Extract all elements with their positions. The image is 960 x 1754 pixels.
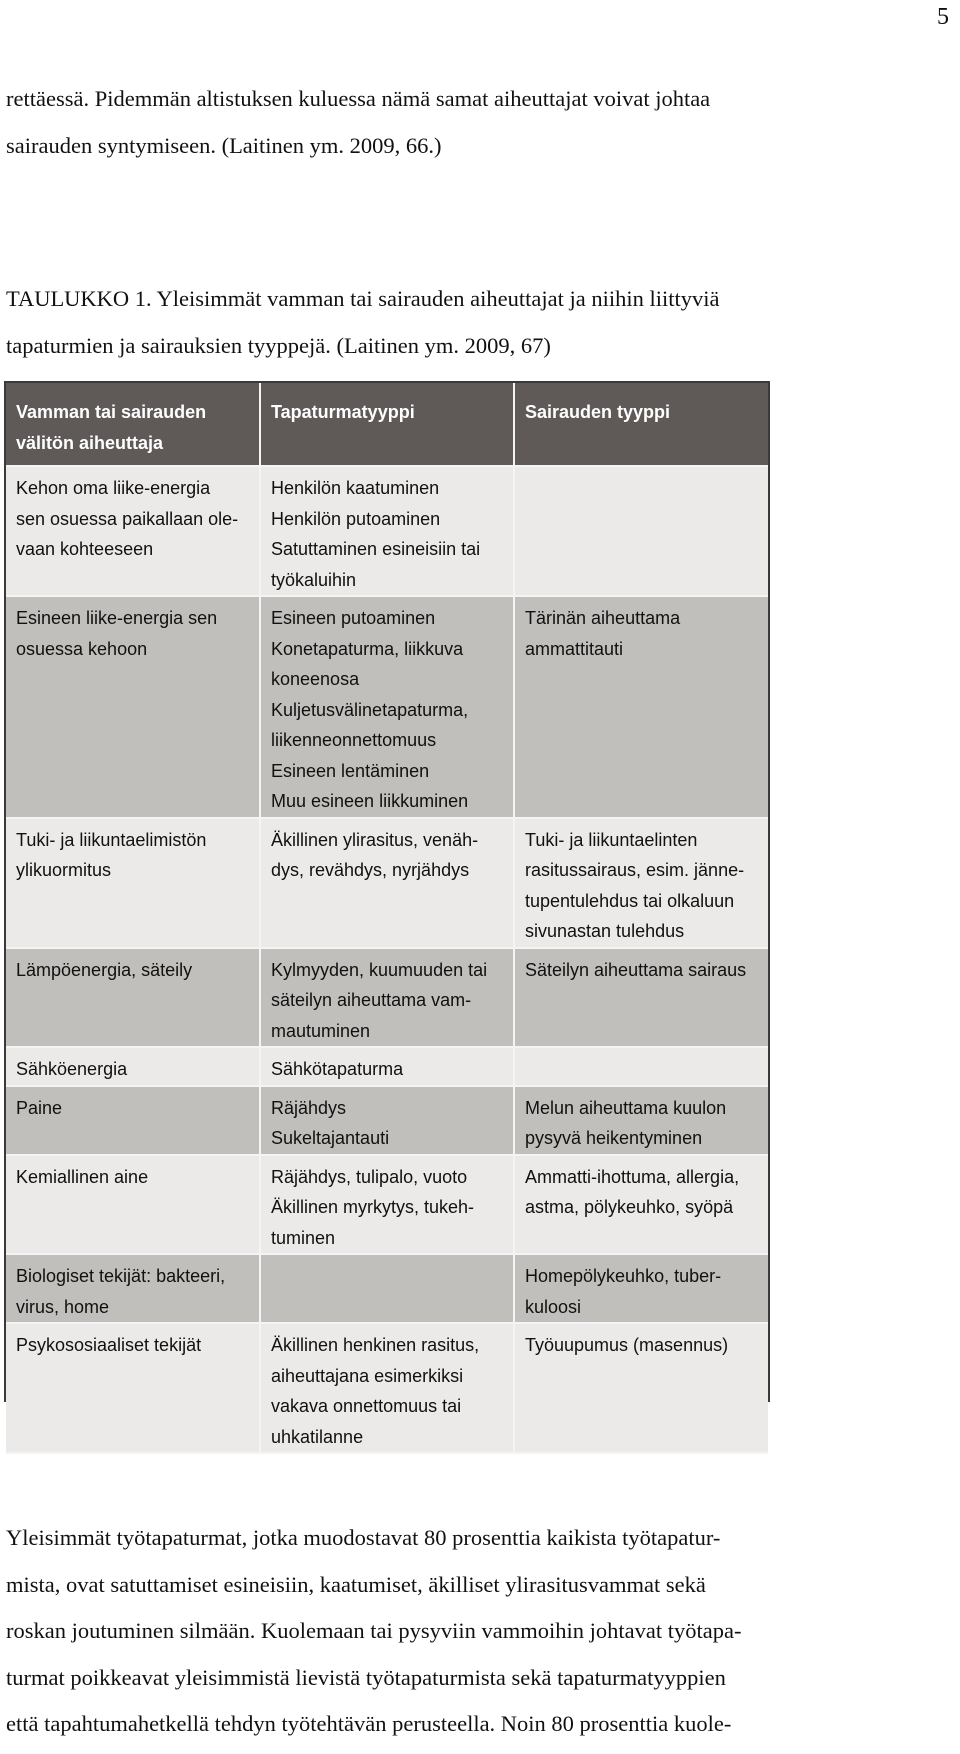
table-row bbox=[6, 1086, 768, 1155]
cell-text-line: Sukeltajantauti bbox=[271, 1128, 390, 1148]
cell-text-line: Tuki- ja liikuntaelinten bbox=[525, 829, 698, 850]
cell-text-line: ammattitauti bbox=[525, 638, 624, 659]
cell-accident-type bbox=[260, 1047, 514, 1086]
cell-text-line: Lämpöenergia, säteily bbox=[16, 959, 193, 980]
injury-cause-table bbox=[6, 383, 768, 1454]
table-row bbox=[6, 1254, 768, 1323]
cell-text-line: Paine bbox=[16, 1097, 63, 1118]
cell-text-line: mautuminen bbox=[271, 1020, 371, 1041]
cell-text-line: virus, home bbox=[16, 1296, 110, 1317]
cell-text-line: Satuttaminen esineisiin tai bbox=[271, 539, 481, 559]
cell-text-line: Räjähdys, tulipalo, vuoto bbox=[271, 1166, 468, 1187]
cell-disease-type bbox=[514, 1323, 768, 1453]
cell-text-line: Äkillinen myrkytys, tukeh- bbox=[271, 1197, 475, 1217]
text-line: turmat poikkeavat yleisimmistä lievistä työtapaturmista sekä tapaturmatyyppien bbox=[6, 1664, 726, 1690]
cell-text-line: tupentulehdus tai olkaluun bbox=[525, 890, 735, 911]
cell-text-line: vaan kohteeseen bbox=[16, 539, 154, 559]
cell-direct-cause bbox=[6, 1086, 260, 1155]
cell-disease-type bbox=[514, 1155, 768, 1255]
header-text-line: Tapaturmatyyppi bbox=[271, 402, 415, 422]
cell-text-line: uhkatilanne bbox=[271, 1426, 364, 1447]
header-disease-type bbox=[514, 383, 768, 466]
cell-text-line: Työuupumus (masennus) bbox=[525, 1335, 729, 1355]
cell-direct-cause bbox=[6, 1323, 260, 1453]
header-accident-type bbox=[260, 383, 514, 466]
cell-text-line: Homepölykeuhko, tuber- bbox=[525, 1266, 722, 1286]
cell-text-line: säteilyn aiheuttama vam- bbox=[271, 990, 472, 1010]
cell-text-line: Ammatti-ihottuma, allergia, bbox=[525, 1166, 740, 1187]
table-row bbox=[6, 1047, 768, 1086]
header-text-line: Sairauden tyyppi bbox=[525, 402, 671, 422]
cell-text-line: Kehon oma liike-energia bbox=[16, 478, 211, 498]
cell-text-line: Kylmyyden, kuumuuden tai bbox=[271, 959, 488, 980]
table-header-row bbox=[6, 383, 768, 466]
cell-accident-type bbox=[260, 1155, 514, 1255]
body-paragraph bbox=[6, 1515, 906, 1748]
table-caption bbox=[6, 276, 906, 369]
cell-text-line: Äkillinen ylirasitus, venäh- bbox=[271, 829, 479, 850]
cell-disease-type bbox=[514, 1086, 768, 1155]
page-number: 5 bbox=[937, 4, 949, 30]
cell-disease-type bbox=[514, 596, 768, 818]
cell-text-line: Esineen putoaminen bbox=[271, 608, 436, 628]
cell-text-line: Sähköenergia bbox=[16, 1059, 128, 1079]
cell-text-line: Psykososiaaliset tekijät bbox=[16, 1335, 202, 1355]
header-direct-cause bbox=[6, 383, 260, 466]
cell-text-line: Tärinän aiheuttama bbox=[525, 608, 681, 628]
table-row bbox=[6, 1155, 768, 1255]
header-text-line: välitön aiheuttaja bbox=[16, 432, 164, 453]
cell-text-line: Sähkötapaturma bbox=[271, 1059, 404, 1079]
cell-direct-cause bbox=[6, 1254, 260, 1323]
cell-text-line: tuminen bbox=[271, 1227, 336, 1248]
cell-text-line: koneenosa bbox=[271, 669, 360, 689]
cell-direct-cause bbox=[6, 596, 260, 818]
cell-disease-type bbox=[514, 818, 768, 948]
cell-text-line: Biologiset tekijät: bakteeri, bbox=[16, 1266, 226, 1286]
header-text-line: Vamman tai sairauden bbox=[16, 402, 207, 422]
cell-direct-cause bbox=[6, 466, 260, 596]
cell-disease-type bbox=[514, 1047, 768, 1086]
cell-text-line: vakava onnettomuus tai bbox=[271, 1396, 462, 1416]
text-line: rettäessä. Pidemmän altistuksen kuluessa nämä samat aiheuttajat voivat johtaa bbox=[6, 86, 711, 111]
table-row bbox=[6, 948, 768, 1048]
cell-text-line: Esineen lentäminen bbox=[271, 760, 430, 781]
cell-text-line: Muu esineen liikkuminen bbox=[271, 791, 469, 811]
table-figure bbox=[4, 381, 770, 1447]
cell-accident-type bbox=[260, 948, 514, 1048]
cell-text-line: Säteilyn aiheuttama sairaus bbox=[525, 959, 747, 980]
cell-text-line: Esineen liike-energia sen bbox=[16, 608, 218, 628]
cell-text-line: Kemiallinen aine bbox=[16, 1166, 149, 1187]
cell-text-line: Äkillinen henkinen rasitus, bbox=[271, 1335, 480, 1355]
cell-text-line: aiheuttajana esimerkiksi bbox=[271, 1365, 464, 1386]
table-row bbox=[6, 818, 768, 948]
text-line: Yleisimmät työtapaturmat, jotka muodostavat 80 prosenttia kaikista työtapatur- bbox=[6, 1525, 721, 1550]
cell-text-line: astma, pölykeuhko, syöpä bbox=[525, 1197, 734, 1217]
cell-accident-type bbox=[260, 1086, 514, 1155]
cell-text-line: Tuki- ja liikuntaelimistön bbox=[16, 829, 207, 850]
cell-text-line: ylikuormitus bbox=[16, 860, 112, 880]
cell-text-line: Räjähdys bbox=[271, 1097, 347, 1118]
text-line: tapaturmien ja sairauksien tyyppejä. (Laitinen ym. 2009, 67) bbox=[6, 332, 551, 358]
cell-text-line: Melun aiheuttama kuulon bbox=[525, 1097, 727, 1118]
text-line: TAULUKKO 1. Yleisimmät vamman tai sairauden aiheuttajat ja niihin liittyviä bbox=[6, 286, 720, 311]
cell-disease-type bbox=[514, 1254, 768, 1323]
cell-text-line: pysyvä heikentyminen bbox=[525, 1128, 703, 1148]
cell-disease-type bbox=[514, 948, 768, 1048]
table-row bbox=[6, 596, 768, 818]
cell-text-line: Kuljetusvälinetapaturma, bbox=[271, 699, 469, 720]
cell-text-line: osuessa kehoon bbox=[16, 638, 148, 659]
cell-text-line: Henkilön kaatuminen bbox=[271, 478, 440, 498]
intro-paragraph bbox=[6, 76, 906, 169]
table-row bbox=[6, 466, 768, 596]
cell-accident-type bbox=[260, 1323, 514, 1453]
cell-text-line: Henkilön putoaminen bbox=[271, 508, 441, 529]
cell-direct-cause bbox=[6, 1155, 260, 1255]
cell-accident-type bbox=[260, 1254, 514, 1323]
text-line: että tapahtumahetkellä tehdyn työtehtävän perusteella. Noin 80 prosenttia kuole- bbox=[6, 1711, 732, 1736]
cell-text-line: Konetapaturma, liikkuva bbox=[271, 638, 464, 659]
cell-disease-type bbox=[514, 466, 768, 596]
text-line: sairauden syntymiseen. (Laitinen ym. 2009, 66.) bbox=[6, 132, 442, 158]
cell-direct-cause bbox=[6, 818, 260, 948]
cell-direct-cause bbox=[6, 948, 260, 1048]
cell-text-line: rasitussairaus, esim. jänne- bbox=[525, 860, 745, 880]
cell-text-line: kuloosi bbox=[525, 1296, 582, 1317]
cell-text-line: dys, revähdys, nyrjähdys bbox=[271, 860, 470, 880]
cell-text-line: sivunastan tulehdus bbox=[525, 921, 685, 941]
cell-text-line: liikenneonnettomuus bbox=[271, 730, 437, 750]
table-row bbox=[6, 1323, 768, 1453]
text-line: mista, ovat satuttamiset esineisiin, kaatumiset, äkilliset ylirasitusvammat sekä bbox=[6, 1571, 706, 1597]
cell-text-line: työkaluihin bbox=[271, 569, 357, 590]
cell-direct-cause bbox=[6, 1047, 260, 1086]
text-line: roskan joutuminen silmään. Kuolemaan tai pysyviin vammoihin johtavat työtapa- bbox=[6, 1618, 742, 1643]
cell-accident-type bbox=[260, 818, 514, 948]
cell-accident-type bbox=[260, 596, 514, 818]
cell-accident-type bbox=[260, 466, 514, 596]
cell-text-line: sen osuessa paikallaan ole- bbox=[16, 508, 239, 529]
